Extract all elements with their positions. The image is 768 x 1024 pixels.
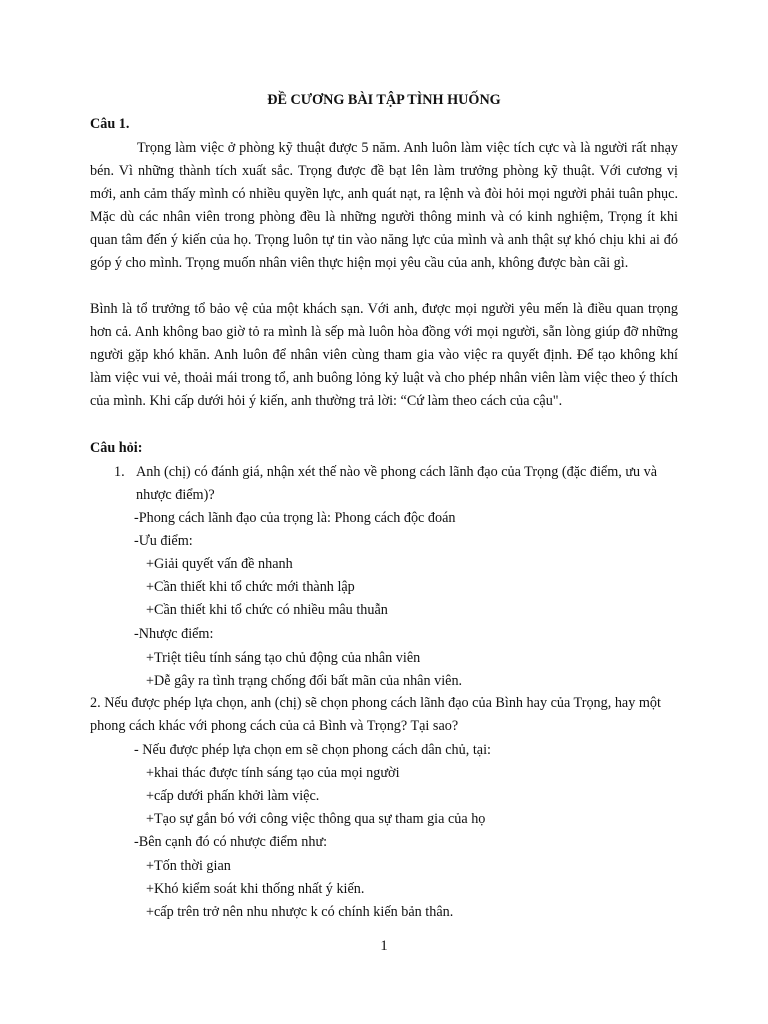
cauhoi-label: Câu hỏi: bbox=[90, 440, 143, 456]
question-1 bbox=[114, 461, 678, 508]
case-paragraph-binh: Bình là tổ trưởng tổ bảo vệ của một khách sạn. Với anh, được mọi người yêu mến là điều quan trọng hơn cả. Anh không bao giờ tỏ ra mình là sếp mà luôn hòa đồng với mọi người, sẵn lòng giúp đỡ những người gặp khó khăn. Anh luôn để nhân viên cùng tham gia vào việc ra quyết định. Để tạo không khí làm việc vui vẻ, thoải mái trong tổ, anh buông lỏng kỷ luật và cho phép nhân viên làm việc theo ý thích của mình. Khi cấp dưới hỏi ý kiến, anh thường trả lời: “Cứ làm theo cách của cậu". bbox=[90, 301, 678, 410]
answer-line: -Phong cách lãnh đạo của trọng là: Phong cách độc đoán bbox=[134, 510, 456, 526]
document-title: ĐỀ CƯƠNG BÀI TẬP TÌNH HUỐNG bbox=[267, 92, 501, 108]
question-1-text: Anh (chị) có đánh giá, nhận xét thế nào về phong cách lãnh đạo của Trọng (đặc điểm, ưu và nhược điểm)? bbox=[136, 464, 658, 504]
answer-line: +Cần thiết khi tổ chức mới thành lập bbox=[146, 579, 355, 595]
answer-line: +Tạo sự gắn bó với công việc thông qua sự tham gia của họ bbox=[146, 811, 486, 827]
answer-line: -Ưu điểm: bbox=[134, 533, 193, 549]
answer-line: +Tốn thời gian bbox=[146, 858, 231, 874]
case-paragraph-trong: Trọng làm việc ở phòng kỹ thuật được 5 năm. Anh luôn làm việc tích cực và là người rất nhạy bén. Vì những thành tích xuất sắc. Trọng được đề bạt lên làm trưởng phòng kỹ thuật. Với cương vị mới, anh cảm thấy mình có nhiều quyền lực, anh quát nạt, ra lệnh và đòi hỏi mọi người phải tuân phục. Mặc dù các nhân viên trong phòng đều là những người thông minh và có kinh nghiệm, Trọng ít khi quan tâm đến ý kiến của họ. Trọng luôn tự tin vào năng lực của mình và anh thật sự khó chịu khi ai đó góp ý cho mình. Trọng muốn nhân viên thực hiện mọi yêu cầu của anh, không được bàn cãi gì. bbox=[90, 140, 678, 272]
answer-line: +khai thác được tính sáng tạo của mọi người bbox=[146, 765, 400, 781]
question-1-number: 1. bbox=[114, 464, 125, 480]
answer-line: +Dễ gây ra tình trạng chống đối bất mãn của nhân viên. bbox=[146, 673, 463, 689]
question-2-text: 2. Nếu được phép lựa chọn, anh (chị) sẽ chọn phong cách lãnh đạo của Bình hay của Trọng, hay một phong cách khác với phong cách của cả Bình và Trọng? Tại sao? bbox=[90, 695, 661, 735]
answer-line: -Bên cạnh đó có nhược điểm như: bbox=[134, 834, 328, 850]
cau1-label: Câu 1. bbox=[90, 116, 130, 132]
answer-line: - Nếu được phép lựa chọn em sẽ chọn phong cách dân chủ, tại: bbox=[134, 742, 491, 758]
answer-line: +Cần thiết khi tổ chức có nhiều mâu thuẫn bbox=[146, 602, 388, 618]
page-number: 1 bbox=[380, 938, 388, 954]
answer-line: +cấp dưới phấn khởi làm việc. bbox=[146, 788, 320, 804]
answer-line: +Triệt tiêu tính sáng tạo chủ động của nhân viên bbox=[146, 650, 421, 666]
answer-line: +cấp trên trở nên nhu nhược k có chính kiến bản thân. bbox=[146, 904, 454, 920]
answer-line: -Nhược điểm: bbox=[134, 626, 214, 642]
answer-line: +Giải quyết vấn đề nhanh bbox=[146, 556, 293, 572]
answer-line: +Khó kiểm soát khi thống nhất ý kiến. bbox=[146, 881, 365, 897]
